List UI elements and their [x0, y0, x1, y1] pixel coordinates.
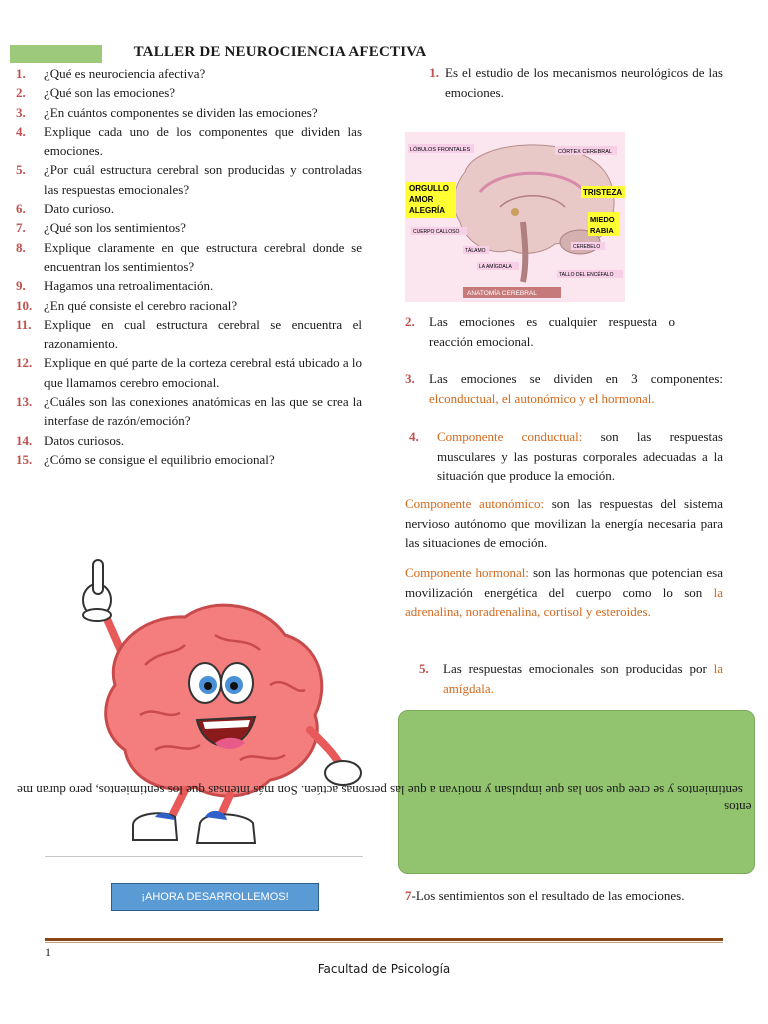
answer-2: [405, 312, 723, 351]
illustration-base-line: [45, 856, 363, 857]
question-item: [16, 160, 362, 199]
question-number: 6.: [16, 201, 26, 217]
question-item: [16, 392, 362, 431]
brain-mascot-illustration: [45, 555, 363, 855]
answer-1-number: 1.: [429, 65, 439, 80]
hormonal-examples: la adrenalina, noradrenalina, cortisol y esteroides.: [405, 584, 724, 619]
answer-4-text: son las respuestas musculares y las posturas corporales adecuadas a la situación que produce la emoción.: [437, 429, 723, 483]
autonomic-heading: Componente autonómico:: [405, 496, 545, 511]
label-cortex: CÓRTEX CEREBRAL: [558, 149, 612, 155]
label-orgullo: ORGULLO: [409, 184, 449, 193]
question-text: Datos curiosos.: [44, 432, 125, 448]
question-item: [16, 103, 362, 122]
answer-5-amygdala: la amígdala.: [443, 661, 724, 696]
question-text: ¿En cuántos componentes se dividen las emociones?: [44, 104, 318, 120]
answer-1-text: Es el estudio de los mecanismos neurológicos de las emociones.: [445, 65, 723, 100]
label-cerebelo: CEREBELO: [573, 244, 601, 250]
question-text: Explique en qué parte de la corteza cerebral está ubicado a lo que llamamos cerebro emocional.: [44, 355, 362, 390]
question-item: [16, 199, 362, 218]
page-number: 1: [45, 945, 51, 959]
answer-4-number: 4.: [409, 429, 419, 444]
question-text: ¿Qué es neurociencia afectiva?: [44, 66, 206, 81]
answer-3-text: Las emociones se dividen en 3 componentes:: [429, 371, 723, 386]
mirrored-text-line: sentimientos y se cree que son las que impulsan y motivan a que las personas actúen. Son más intensas que los sentimientos, pero duran me: [17, 783, 743, 798]
question-number: 7.: [16, 220, 26, 236]
question-item: [16, 296, 362, 315]
question-number: 1.: [16, 66, 26, 81]
hormonal-text: son las hormonas que potencian esa movilización energética del cuerpo como lo son: [405, 565, 723, 600]
question-item: [16, 431, 362, 450]
answer-3-components: elconductual, el autonómico y el hormonal.: [429, 390, 655, 406]
question-item: [16, 238, 362, 277]
answer-3-number: 3.: [405, 371, 415, 386]
question-number: 9.: [16, 278, 26, 294]
question-number: 2.: [16, 85, 26, 101]
question-item: [16, 122, 362, 161]
question-item: [16, 315, 362, 354]
answer-5-text: Las respuestas emocionales son producidas por: [443, 661, 707, 676]
label-tristeza: TRISTEZA: [583, 188, 623, 197]
question-number: 3.: [16, 104, 26, 120]
question-item: [16, 83, 362, 102]
question-text: ¿Cuáles son las conexiones anatómicas en las que se crea la interfase de razón/emoción?: [44, 394, 362, 429]
question-item: [16, 353, 362, 392]
question-text: Explique cada uno de los componentes que dividen las emociones.: [44, 123, 362, 159]
question-text: Hagamos una retroalimentación.: [44, 278, 214, 294]
answer-3: [405, 369, 723, 408]
label-talamo: TÁLAMO: [465, 248, 486, 254]
label-tallo: TALLO DEL ENCÉFALO: [559, 272, 614, 278]
label-lobulos: LÓBULOS FRONTALES: [410, 147, 471, 153]
answer-5-number: 5.: [419, 661, 429, 676]
answer-4-heading: Componente conductual:: [437, 429, 583, 444]
label-amor: AMOR: [409, 195, 434, 204]
question-text: ¿Cómo se consigue el equilibrio emocional?: [44, 451, 275, 467]
question-item: [16, 218, 362, 237]
question-number: 12.: [16, 355, 33, 371]
hormonal-heading: Componente hormonal:: [405, 565, 529, 580]
question-number: 4.: [16, 123, 26, 139]
answer-2-number: 2.: [405, 314, 415, 329]
answer-1: [405, 63, 723, 102]
question-text: Explique claramente en que estructura cerebral donde se encuentran los sentimientos?: [44, 239, 362, 274]
question-text: ¿Qué son los sentimientos?: [44, 220, 186, 236]
autonomic-text: son las respuestas del sistema nervioso autónomo que movilizan la energía necesaria para las situaciones de emoción.: [405, 496, 724, 550]
footer-rule: [45, 938, 723, 941]
answer-7: [405, 886, 723, 906]
ahora-desarrollemos-button[interactable]: ¡AHORA DESARROLLEMOS!: [111, 883, 319, 911]
page-title: TALLER DE NEUROCIENCIA AFECTIVA: [133, 44, 427, 60]
brain-anatomy-figure: [405, 132, 625, 302]
answer-7-number: 7: [405, 888, 412, 903]
footer-rule-thin: [45, 942, 723, 943]
component-hormonal: [405, 563, 723, 622]
question-list: [16, 64, 362, 469]
label-cuerpo-calloso: CUERPO CALLOSO: [413, 229, 460, 235]
question-number: 13.: [16, 394, 33, 410]
footer-text: Facultad de Psicología: [317, 962, 451, 976]
question-text: ¿En qué consiste el cerebro racional?: [44, 297, 238, 313]
answer-7-text: -Los sentimientos son el resultado de las emociones.: [411, 888, 685, 903]
answer-2-text: Las emociones es cualquier respuesta o reacción emocional.: [429, 314, 675, 349]
answer-5: [405, 659, 723, 698]
question-text: Dato curioso.: [44, 201, 115, 217]
question-text: ¿Por cuál estructura cerebral son producidas y controladas las respuestas emocionales?: [44, 162, 362, 197]
question-number: 5.: [16, 162, 26, 178]
question-number: 8.: [16, 239, 26, 255]
question-item: [16, 64, 362, 83]
question-text: ¿Qué son las emociones?: [44, 85, 176, 101]
question-number: 14.: [16, 432, 33, 448]
question-number: 15.: [16, 451, 33, 467]
question-number: 10.: [16, 297, 33, 313]
label-alegria: ALEGRÍA: [409, 206, 445, 215]
label-miedo: MIEDO: [590, 215, 615, 224]
question-number: 11.: [16, 316, 32, 332]
label-rabia: RABIA: [590, 226, 614, 235]
figure-caption: ANATOMÍA CEREBRAL: [467, 290, 537, 297]
question-text: Explique en cual estructura cerebral se encuentra el razonamiento.: [44, 316, 362, 352]
label-amigdala: LA AMÍGDALA: [479, 264, 512, 270]
answer-4: [405, 427, 723, 486]
mirrored-text-fragment: entos: [724, 800, 752, 815]
question-item: [16, 450, 362, 469]
component-autonomic: [405, 494, 723, 553]
question-item: [16, 276, 362, 295]
